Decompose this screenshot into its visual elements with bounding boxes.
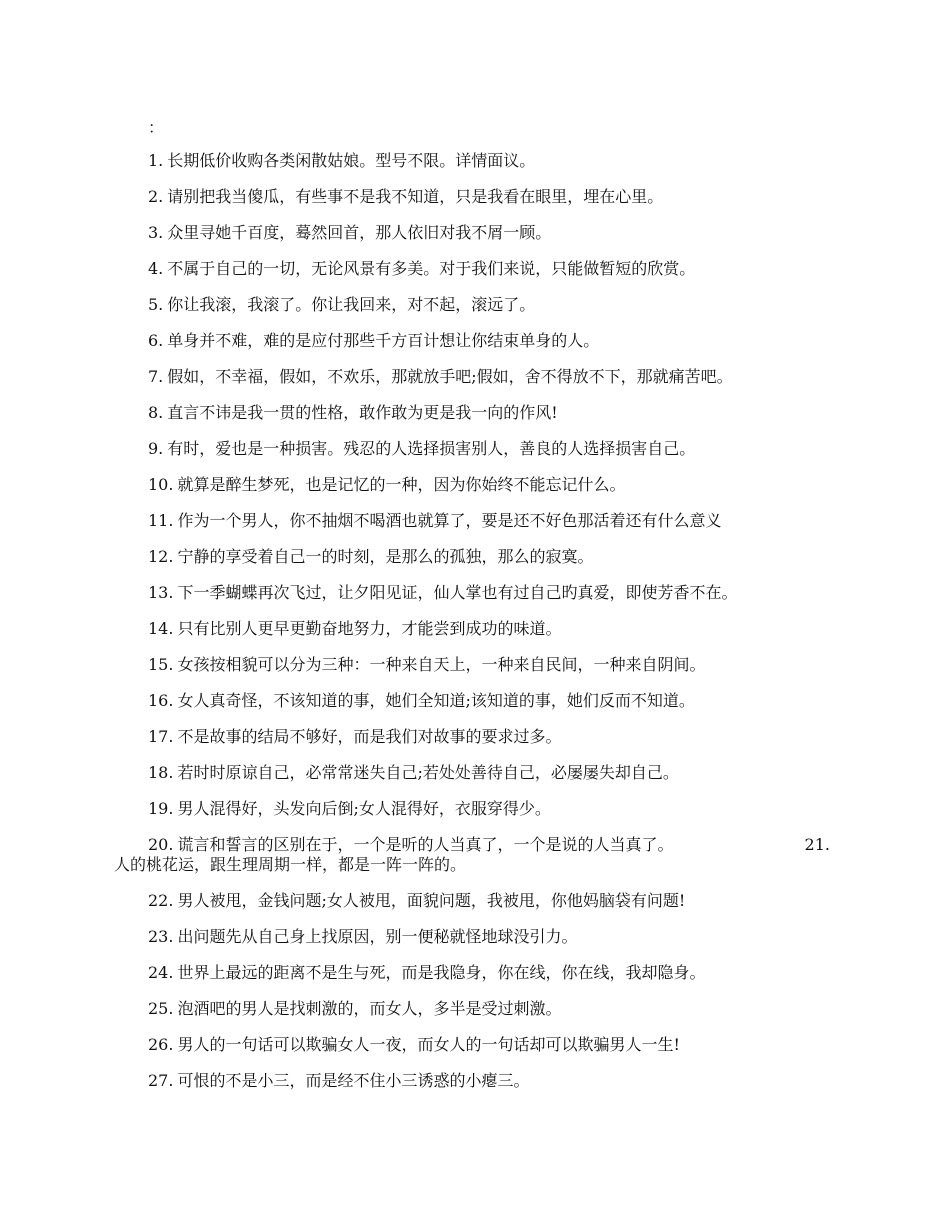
item-text: 就算是醉生梦死，也是记忆的一种，因为你始终不能忘记什么。 [177, 475, 626, 494]
list-item [148, 1071, 838, 1091]
item-text: 女人真奇怪，不该知道的事，她们全知道;该知道的事，她们反而不知道。 [177, 691, 695, 710]
list-item [148, 583, 838, 603]
item-number: 1. [148, 151, 164, 170]
list-item [148, 1035, 838, 1055]
item-text: 下一季蝴蝶再次飞过，让夕阳见证，仙人掌也有过自己旳真爱，即使芳香不在。 [177, 583, 738, 602]
item-text: 单身并不难，难的是应付那些千方百计想让你结束单身的人。 [167, 331, 600, 350]
item-text: 不是故事的结局不够好，而是我们对故事的要求过多。 [177, 727, 562, 746]
list-item [148, 295, 838, 315]
item-number: 18. [148, 763, 174, 782]
item-text: 假如，不幸福，假如，不欢乐，那就放手吧;假如，舍不得放不下，那就痛苦吧。 [167, 367, 733, 386]
list-item [148, 439, 838, 459]
item-number: 10. [148, 475, 174, 494]
item-number: 7. [148, 367, 164, 386]
item-number: 23. [148, 927, 174, 946]
item-number: 8. [148, 403, 164, 422]
item-text: 若时时原谅自己，必常常迷失自己;若处处善待自己，必屡屡失却自己。 [177, 763, 679, 782]
list-item [148, 727, 838, 747]
item-text: 女孩按相貌可以分为三种：一种来自天上，一种来自民间，一种来自阴间。 [177, 655, 706, 674]
item-text: 你让我滚，我滚了。你让我回来，对不起，滚远了。 [167, 295, 536, 314]
item-text: 不属于自己的一切，无论风景有多美。对于我们来说，只能做暂短的欣赏。 [167, 259, 696, 278]
item-number: 25. [148, 999, 174, 1018]
item-number: 21. [804, 835, 830, 854]
list-item-wrapped [114, 835, 830, 875]
list-item [148, 331, 838, 351]
item-number: 2. [148, 187, 164, 206]
item-number: 15. [148, 655, 174, 674]
item-number: 17. [148, 727, 174, 746]
item-number: 13. [148, 583, 174, 602]
list-item [148, 367, 838, 387]
list-item [148, 547, 838, 567]
item-text: 长期低价收购各类闲散姑娘。型号不限。详情面议。 [167, 151, 536, 170]
item-text: 世界上最远的距离不是生与死，而是我隐身，你在线，你在线，我却隐身。 [177, 963, 706, 982]
item-text: 男人的一句话可以欺骗女人一夜，而女人的一句话却可以欺骗男人一生! [177, 1035, 680, 1054]
item-number: 16. [148, 691, 174, 710]
list-item [148, 963, 838, 983]
item-text: 谎言和誓言的区别在于，一个是听的人当真了，一个是说的人当真了。 [177, 835, 674, 854]
item-text: 作为一个男人，你不抽烟不喝酒也就算了，要是还不好色那活着还有什么意义 [177, 511, 722, 530]
list-item [148, 655, 838, 675]
item-text: 男人被甩，金钱问题;女人被甩，面貌问题，我被甩，你他妈脑袋有问题! [177, 891, 686, 910]
list-item [148, 511, 838, 531]
list-item [148, 223, 838, 243]
list-item [148, 691, 838, 711]
list-item [148, 151, 838, 171]
item-number: 3. [148, 223, 164, 242]
item-text: 只有比别人更早更勤奋地努力，才能尝到成功的味道。 [177, 619, 562, 638]
item-number: 11. [148, 511, 174, 530]
list-item [148, 927, 838, 947]
item-number: 14. [148, 619, 174, 638]
item-number: 9. [148, 439, 164, 458]
item-text: 宁静的享受着自己一的时刻，是那么的孤独，那么的寂寞。 [177, 547, 594, 566]
item-text: 出问题先从自己身上找原因，别一便秘就怪地球没引力。 [177, 927, 578, 946]
item-number: 26. [148, 1035, 174, 1054]
item-number: 19. [148, 799, 174, 818]
item-text: 泡酒吧的男人是找刺激的，而女人，多半是受过刺激。 [177, 999, 562, 1018]
item-number: 5. [148, 295, 164, 314]
document-heading: ： [148, 118, 165, 137]
item-text: 请别把我当傻瓜，有些事不是我不知道，只是我看在眼里，埋在心里。 [167, 187, 664, 206]
item-number: 24. [148, 963, 174, 982]
item-number: 4. [148, 259, 164, 278]
item-number: 20. [148, 835, 174, 854]
item-text: 众里寻她千百度，蓦然回首，那人依旧对我不屑一顾。 [167, 223, 552, 242]
list-item [148, 187, 838, 207]
list-item [148, 619, 838, 639]
item-text-continuation: 人的桃花运，跟生理周期一样，都是一阵一阵的。 [114, 855, 467, 874]
item-text: 男人混得好，头发向后倒;女人混得好，衣服穿得少。 [177, 799, 551, 818]
list-item [148, 403, 838, 423]
item-text: 可恨的不是小三，而是经不住小三诱惑的小瘪三。 [177, 1071, 530, 1090]
list-item [148, 999, 838, 1019]
list-item [148, 763, 838, 783]
list-item [148, 475, 838, 495]
item-text: 有时，爱也是一种损害。残忍的人选择损害别人，善良的人选择损害自己。 [167, 439, 696, 458]
list-item [148, 891, 838, 911]
item-number: 6. [148, 331, 164, 350]
list-item [148, 799, 838, 819]
list-item [148, 259, 838, 279]
item-number: 27. [148, 1071, 174, 1090]
item-number: 22. [148, 891, 174, 910]
item-text: 直言不讳是我一贯的性格，敢作敢为更是我一向的作风! [167, 403, 558, 422]
item-number: 12. [148, 547, 174, 566]
quote-list [114, 151, 838, 1107]
